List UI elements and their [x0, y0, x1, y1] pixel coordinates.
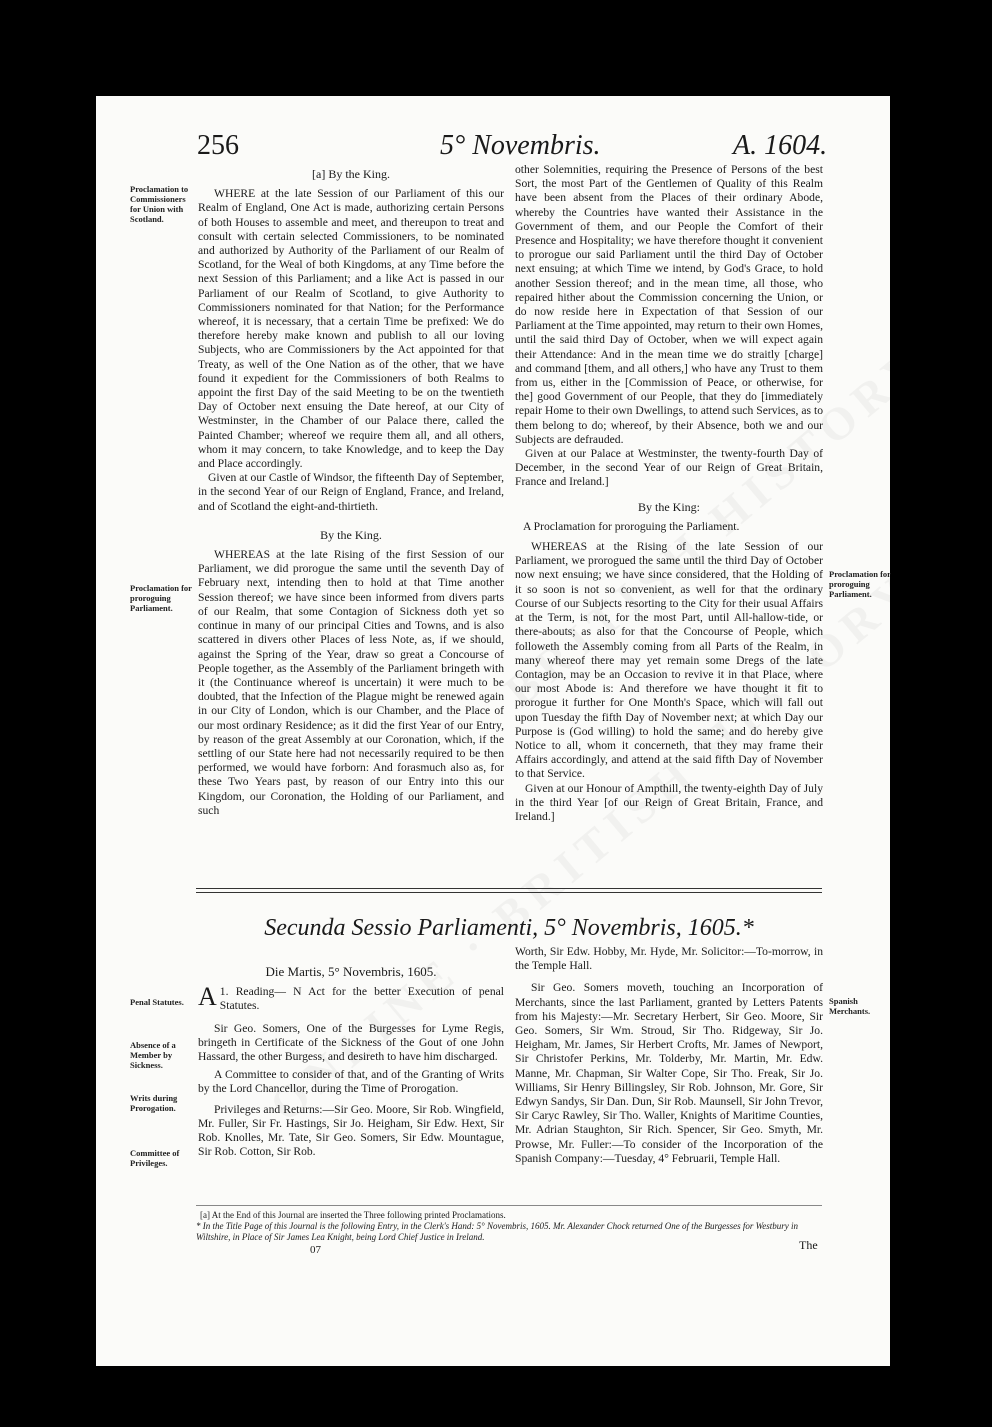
entry-absence: Sir Geo. Somers, One of the Burgesses for Lyme Regis, bringeth in Certificate of the Sickness of the Gout of one John Hassard, the other Burgess, and desireth to have him discharged.: [198, 1021, 504, 1064]
column-left-top: [198, 163, 504, 818]
proclamation-text: WHEREAS at the Rising of the late Session of our Parliament, we prorogued the same until the third Day of October now next ensuing; we have since considered, that the Holding of it so soon is not so convenient, as well for that the ordinary Course of our Subjects resorting to the City for their usual Affairs at the Term, is not, for the most Part, until All-hallow-tide, or there-abouts; as also for that the Concourse of People, which followeth the Assembly coming from all Parts of the Realm, in many whereof there may yet remain some Dregs of the late Contagion, may be an Occasion to revive it in that Place, where our most Abode is: And therefore we have thought it fit to prorogue it further for One Month's Space, which will fall out upon Tuesday the fifth Day of November next; at which Day our Purpose is (God willing) to hold the same; and do hereby give Notice to all, whom it concerneth, that they may frame their Affairs accordingly, and attend at the said fifth Day of November to that Service.: [515, 540, 823, 781]
entry-spanish-merchants: Sir Geo. Somers moveth, touching an Incorporation of Merchants, since the last Parliament, granted by Letters Patents from his Majesty:—Mr. Secretary Herbert, Sir Geo. Moore, Sir Geo. Somers, Sir Wm. Stroud, Sir Tho. Ridgeway, Sir Jo. Heigham, Mr. James, Sir Herbert Crofts, Mr. James of Newport, Sir Christofer Perkins, Mr. Tolderby, Mr. Martin, Mr. Edw. Manne, Mr. Chapman, Sir Walter Cope, Sir Tho. Freak, Sir Jo. Williams, Sir Henry Billingsley, Sir Rob. Johnson, Mr. Gore, Sir Edwyn Sandys, Sir Dan. Dun, Sir Rob. Maunsell, Sir John Trevor, Sir Caryc Rawley, Sir Tho. Waller, Knights of Maritime Counties, Mr. Adrian Staughton, Sir Rich. Spencer, Sir Geo. Smyth, Mr. Prowse, Mr. Fuller:—To consider of the Incorporation of the Spanish Company:—Tuesday, 4° Februarii, Temple Hall.: [515, 981, 823, 1165]
catchword: The: [799, 1238, 818, 1252]
date-heading: Die Martis, 5° Novembris, 1605.: [265, 964, 437, 979]
page-number: 256: [197, 130, 239, 161]
proclamation-heading: By the King.: [320, 527, 382, 542]
proclamation-text: WHEREAS at the late Rising of the first Session of our Parliament, we did prorogue the same until the seventh Day of February next, intending then to hold at that Time another Session thereof; we have since been informed from divers parts of our Realm, that some Contagion of Sickness doth yet so continue in many of our principal Cities and Towns, and is also scattered in divers other Places of less Note, as, if we should, against the Spring of the Year, draw so great a Concourse of People together, as the Assembly of the Parliament bringeth with it (the Continuance whereof is uncertain) it were much to be doubted, that the Infection of the Plague might be renewed again in our City of London, which is our Chamber, and the Place of our most ordinary Residence; as it did the first Year of our Entry, by reason of the great Assembly at our Coronation, which, if the settling of our State here had not necessarily required to be then performed, we would have forborn: And forasmuch also as, for these Two Years past, by reason of our Entry into this our Kingdom, our Coronation, the Holding of our Parliament, and such: [198, 548, 504, 817]
margin-note: Spanish Merchants.: [829, 996, 871, 1016]
margin-note: Proclamation for proroguing Parliament.: [130, 583, 192, 613]
divider: [196, 892, 822, 893]
given-clause: Given at our Honour of Ampthill, the twenty-eighth Day of July in the third Year [of our Reign of Great Britain, France, and Ireland.]: [515, 781, 823, 823]
margin-note: Proclamation for proroguing Parliament.: [829, 569, 891, 599]
entry-reading: 1. Reading— A N Act for the better Execution of penal Statutes.: [198, 982, 504, 1013]
footnote-a: [a] At the End of this Journal are inserted the Three following printed Proclamations.: [200, 1210, 506, 1220]
proclamation-text: WHERE at the late Session of our Parliament of this our Realm of England, One Act is made, authorizing certain Persons of both Houses to assemble and meet, and thereupon to treat and consult with certain selected Commissioners, to be nominated and authorized by Authority of the Parliament of our Realm of Scotland, for the Weal of both Kingdoms, at any Time before the next Session of this Parliament; and a like Act is passed in our Parliament of our Realm of Scotland, to give Authority to Commissioners nominated for that Nation; for the Performance whereof, it is necessary, that a certain Time be prefixed: We do therefore hereby make known and publish to all our loving Subjects, who are Commissioners by the Act appointed for that Treaty, as well of the One Nation as of the other, that we have found it expedient for the Commissioners of both Realms to appoint the first Day of the said Meeting to be on the twentieth Day of October next ensuing the Date hereof, at our City of Westminster, in the Chamber of our Palace there, called the Painted Chamber; whereof we require them all, and all others, whom it may concern, to take Knowledge, and to keep the Day and Place accordingly.: [198, 187, 504, 471]
entry-privileges: Privileges and Returns:—Sir Geo. Moore, Sir Rob. Wingfield, Mr. Fuller, Sir Fr. Hastings, Sir Jo. Heigham, Sir Edw. Hext, Sir Rob. Knolles, Mr. Tate, Sir Geo. Somers, Sir Edw. Mountague, Sir Rob. Cotton, Sir Rob.: [198, 1102, 504, 1159]
proclamation-subheading: A Proclamation for proroguing the Parliament.: [523, 519, 740, 533]
footnote-star: * In the Title Page of this Journal is the following Entry, in the Clerk's Hand: 5° Novembris, 1605. Mr. Alexander Chock returned One of the Burgesses for Westbury in Wiltshire, in Place of Sir James Lea Knight, being Lord Chief Justice in Ireland.: [196, 1221, 799, 1242]
margin-note: Committee of Privileges.: [130, 1148, 180, 1168]
margin-note: Writs during Prorogation.: [130, 1093, 178, 1113]
page-title: 5° Novembris.: [440, 130, 601, 161]
column-right-bottom: [515, 945, 823, 1166]
margin-note: Absence of a Member by Sickness.: [130, 1040, 176, 1070]
margin-note: Proclamation to Commissioners for Union with Scotland.: [130, 184, 189, 224]
proclamation-heading: [a] By the King.: [312, 167, 390, 181]
proclamation-heading: By the King:: [638, 499, 700, 514]
column-right-top: [515, 163, 823, 824]
signature-mark: 07: [310, 1244, 321, 1256]
given-clause: Given at our Palace at Westminster, the twenty-fourth Day of December, in the second Year of our Reign of Great Britain, France and Ireland.]: [515, 447, 823, 489]
proclamation-text: other Solemnities, requiring the Presence of Persons of the best Sort, the most Part of the Gentlemen of Quality of this Realm have been absent from the Places of their ordinary Abode, whereby the Countries have wanted their Assistance in the Government of them, and our People the Comfort of their Presence and Hospitality; we have therefore thought it convenient to prorogue our said Parliament until the third Day of October next ensuing; at which Time we intend, by God's Grace, to hold another Session thereof; and in the mean time, all those, who repaired hither about the Commission concerning the Union, or do now reside here in Expectation of that Session of our Parliament at the Time appointed, may return to their own Homes, until the said third Day of October, when we will expect again their Attendance: And in the mean time we do straitly [charge] and command [them, and all others,] who have any Trust to them from us, either in the [Commission of Peace, or otherwise, for the] good Government of our People, that they do [immediately repair Home to their own Dwellings, to attend such Services, as to them belong to do; whereof, by their Absence, both we and our Subjects are defrauded.: [515, 163, 823, 446]
entry-continued: Worth, Sir Edw. Hobby, Mr. Hyde, Mr. Solicitor:—To-morrow, in the Temple Hall.: [515, 945, 823, 973]
page-year: A. 1604.: [733, 130, 828, 161]
section-title: Secunda Sessio Parliamenti, 5° Novembris, 1605.*: [264, 915, 754, 941]
footnote-divider: [196, 1205, 822, 1206]
column-left-bottom: [198, 965, 504, 1159]
entry-writs: A Committee to consider of that, and of the Granting of Writs by the Lord Chancellor, during the Time of Prorogation.: [198, 1068, 504, 1096]
given-clause: Given at our Castle of Windsor, the fifteenth Day of September, in the second Year of our Reign of England, France, and Ireland, and of Scotland the eight-and-thirtieth.: [198, 471, 504, 513]
divider: [196, 888, 822, 889]
margin-note: Penal Statutes.: [130, 997, 184, 1007]
